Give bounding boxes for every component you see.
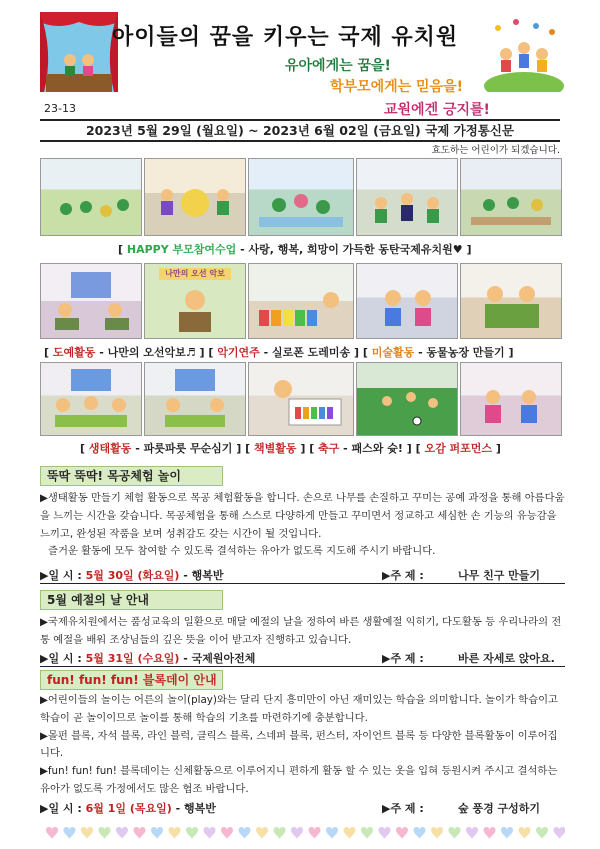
heart-shape	[46, 827, 58, 839]
heart-shape	[256, 827, 268, 839]
caption-bracket: [	[80, 442, 89, 455]
caption-bracket: [	[44, 346, 53, 359]
caption-highlight: 악기연주	[217, 346, 260, 359]
topic-label: ▶주 제 :	[382, 569, 424, 582]
caption-text: - 실로폰 도레미송 ]	[259, 346, 363, 359]
photo-sprout-planting-1	[40, 362, 142, 436]
caption-text: ]	[296, 442, 310, 455]
photo-parent-class-1	[40, 158, 142, 236]
caption-bracket: [	[309, 442, 319, 455]
paragraph: ▶국제유치원에서는 품성교육의 일환으로 매달 예절의 날을 정하여 바른 생활예절 익히기, 다도활동 등 우리나라의 전통 예절을 배워 조상님들의 깊은 뜻을 이어 받고자 진행하고 있습니다.	[40, 616, 562, 646]
caption-bracket: [	[362, 346, 372, 359]
caption-bracket: [	[208, 346, 218, 359]
caption-highlight: HAPPY 부모참여수업	[126, 243, 237, 256]
heart-shape	[326, 827, 338, 839]
caption-row-1	[118, 241, 472, 257]
kindergarten-title: 아이들의 꿈을 키우는 국제 유치원	[112, 25, 459, 50]
section-meta-etiquette	[40, 650, 565, 666]
section-body-etiquette	[40, 614, 565, 650]
block-day-heading-text: fun! fun! fun! 블록데이 안내	[47, 673, 217, 687]
music-sheet-sign: 나만의 오선 악보	[159, 268, 231, 280]
date-class: - 국제원아전체	[179, 652, 256, 665]
heart-shape	[221, 827, 233, 839]
topic-label: ▶주 제 :	[382, 652, 424, 665]
heart-shape	[554, 827, 566, 839]
caption-bracket: [	[118, 243, 127, 256]
section-heading-block-day	[40, 670, 223, 690]
heart-shape	[484, 827, 496, 839]
caption-bracket: [	[415, 442, 425, 455]
heart-shape	[186, 827, 198, 839]
date-range-bar: 2023년 5월 29일 (월요일) ~ 2023년 6월 02일 (금요일) 국제 가정통신문	[40, 119, 560, 142]
heart-shape	[116, 827, 128, 839]
section-meta-block-day	[40, 800, 565, 816]
heart-shape	[309, 827, 321, 839]
section-body-woodwork	[40, 490, 565, 561]
heart-shape	[361, 827, 373, 839]
heart-shape	[501, 827, 513, 839]
heart-shape	[64, 827, 76, 839]
caption-highlight: 생태활동	[88, 442, 132, 455]
photo-xylophone	[248, 263, 354, 339]
caption-bracket: [	[245, 442, 254, 455]
heart-shape	[449, 827, 461, 839]
children-hill-illustration	[484, 16, 564, 92]
photo-animal-farm-1	[356, 263, 458, 339]
heart-shape	[414, 827, 426, 839]
heart-shape	[169, 827, 181, 839]
section-meta-woodwork	[40, 567, 565, 583]
caption-text: ]	[492, 442, 501, 455]
caption-highlight: 미술활동	[371, 346, 415, 359]
stage-curtain-illustration	[40, 12, 118, 92]
photo-soccer	[356, 362, 458, 436]
photo-sensory-performance	[460, 362, 562, 436]
motto-text: 효도하는 어린이가 되겠습니다.	[431, 145, 560, 156]
date-class: - 행복반	[179, 569, 224, 582]
slogan-teachers: 교원에겐 긍지를!	[384, 102, 490, 118]
paragraph: ▶생태활동 만들기 체험 활동으로 목공 체험활동을 합니다. 손으로 나무를 손질하고 꾸미는 공예 과정을 통해 아름다움을 느끼는 시간을 갖습니다. 목공체험을 통해 스스로 다양하게 만들고 꾸미면서 정교하고 세심한 손 기능의 유능감을 느끼고, 완성된 작품을 보며 성취감도 갖는 시간이 될 것입니다.	[40, 492, 565, 540]
caption-highlight: 도예활동	[52, 346, 96, 359]
photo-parent-class-4	[356, 158, 458, 236]
divider	[40, 583, 565, 584]
photo-parent-class-2	[144, 158, 246, 236]
caption-text: - 동물농장 만들기 ]	[414, 346, 514, 359]
date-class: - 행복반	[171, 802, 216, 815]
slogan-children: 유아에게는 꿈을!	[285, 58, 391, 74]
photo-book-activity	[248, 362, 354, 436]
caption-row-2	[44, 344, 514, 360]
date-value: 5월 31일 (수요일)	[85, 652, 180, 665]
heart-shape	[151, 827, 163, 839]
paragraph: ▶몰펀 블록, 자석 블록, 라인 블럭, 클릭스 블록, 스네퍼 블록, 펀스터, 자이언트 블록 등 다양한 블록활동이 이루어집니다.	[40, 729, 558, 760]
photo-pottery-1	[40, 263, 142, 339]
heart-shape	[274, 827, 286, 839]
issue-number: 23-13	[44, 102, 76, 115]
caption-highlight: 오감 퍼포먼스	[424, 442, 493, 455]
heart-shape	[379, 827, 391, 839]
caption-highlight: 축구	[318, 442, 340, 455]
caption-text: - 패스와 슛! ]	[339, 442, 416, 455]
heart-shape	[134, 827, 146, 839]
caption-text: - 사랑, 행복, 희망이 가득한 동탄국제유치원♥ ]	[236, 243, 472, 256]
section-heading-woodwork: 뚝딱 뚝딱! 목공체험 놀이	[40, 466, 223, 486]
topic-value: 숲 풍경 구성하기	[458, 802, 541, 815]
heart-shape	[239, 827, 251, 839]
heart-shape	[204, 827, 216, 839]
heart-shape	[99, 827, 111, 839]
section-heading-etiquette: 5월 예절의 날 안내	[40, 590, 223, 610]
caption-row-3	[80, 440, 501, 456]
slogan-parents: 학부모에게는 믿음을!	[330, 79, 463, 95]
photo-parent-class-5	[460, 158, 562, 236]
heart-shape	[396, 827, 408, 839]
date-value: 5월 30일 (화요일)	[85, 569, 180, 582]
heart-shape	[81, 827, 93, 839]
photo-parent-class-3	[248, 158, 354, 236]
topic-value: 바른 자세로 앉아요.	[458, 652, 555, 665]
heart-shape	[519, 827, 531, 839]
caption-highlight: 책별활동	[253, 442, 297, 455]
paragraph: ▶fun! fun! fun! 블록데이는 신체활동으로 이루어지니 편하게 활동 할 수 있는 옷을 입혀 등원시켜 주시고 결석하는 유아가 없도록 가정에서도 많은 협조 바랍니다.	[40, 765, 558, 795]
date-value: 6월 1일 (목요일)	[85, 802, 172, 815]
paragraph: 즐거운 활동에 모두 참여할 수 있도록 결석하는 유아가 없도록 지도해 주시기 바랍니다.	[48, 545, 436, 558]
date-label: ▶일 시 :	[40, 652, 86, 665]
divider	[40, 666, 565, 667]
date-label: ▶일 시 :	[40, 569, 86, 582]
paragraph: ▶어린이들의 놀이는 어른의 놀이(play)와는 달리 단지 흥미만이 아닌 재미있는 학습을 의미합니다. 놀이가 학습이고 학습이 곧 놀이이므로 놀이를 통해 학습의 기초를 마련하기에 충분합니다.	[40, 694, 558, 724]
heart-shape	[431, 827, 443, 839]
photo-pottery-2	[144, 263, 246, 339]
heart-shape	[344, 827, 356, 839]
heart-shape	[466, 827, 478, 839]
topic-label: ▶주 제 :	[382, 802, 424, 815]
topic-value: 나무 친구 만들기	[458, 569, 541, 582]
heart-shape	[536, 827, 548, 839]
photo-animal-farm-2	[460, 263, 562, 339]
newsletter-header	[0, 0, 600, 120]
date-label: ▶일 시 :	[40, 802, 86, 815]
heart-shape	[291, 827, 303, 839]
photo-sprout-planting-2	[144, 362, 246, 436]
caption-text: - 파릇파릇 무순심기 ]	[131, 442, 246, 455]
caption-text: - 나만의 오선악보♬ ]	[95, 346, 209, 359]
section-body-block-day	[40, 692, 565, 799]
hearts-footer-border	[40, 822, 565, 842]
